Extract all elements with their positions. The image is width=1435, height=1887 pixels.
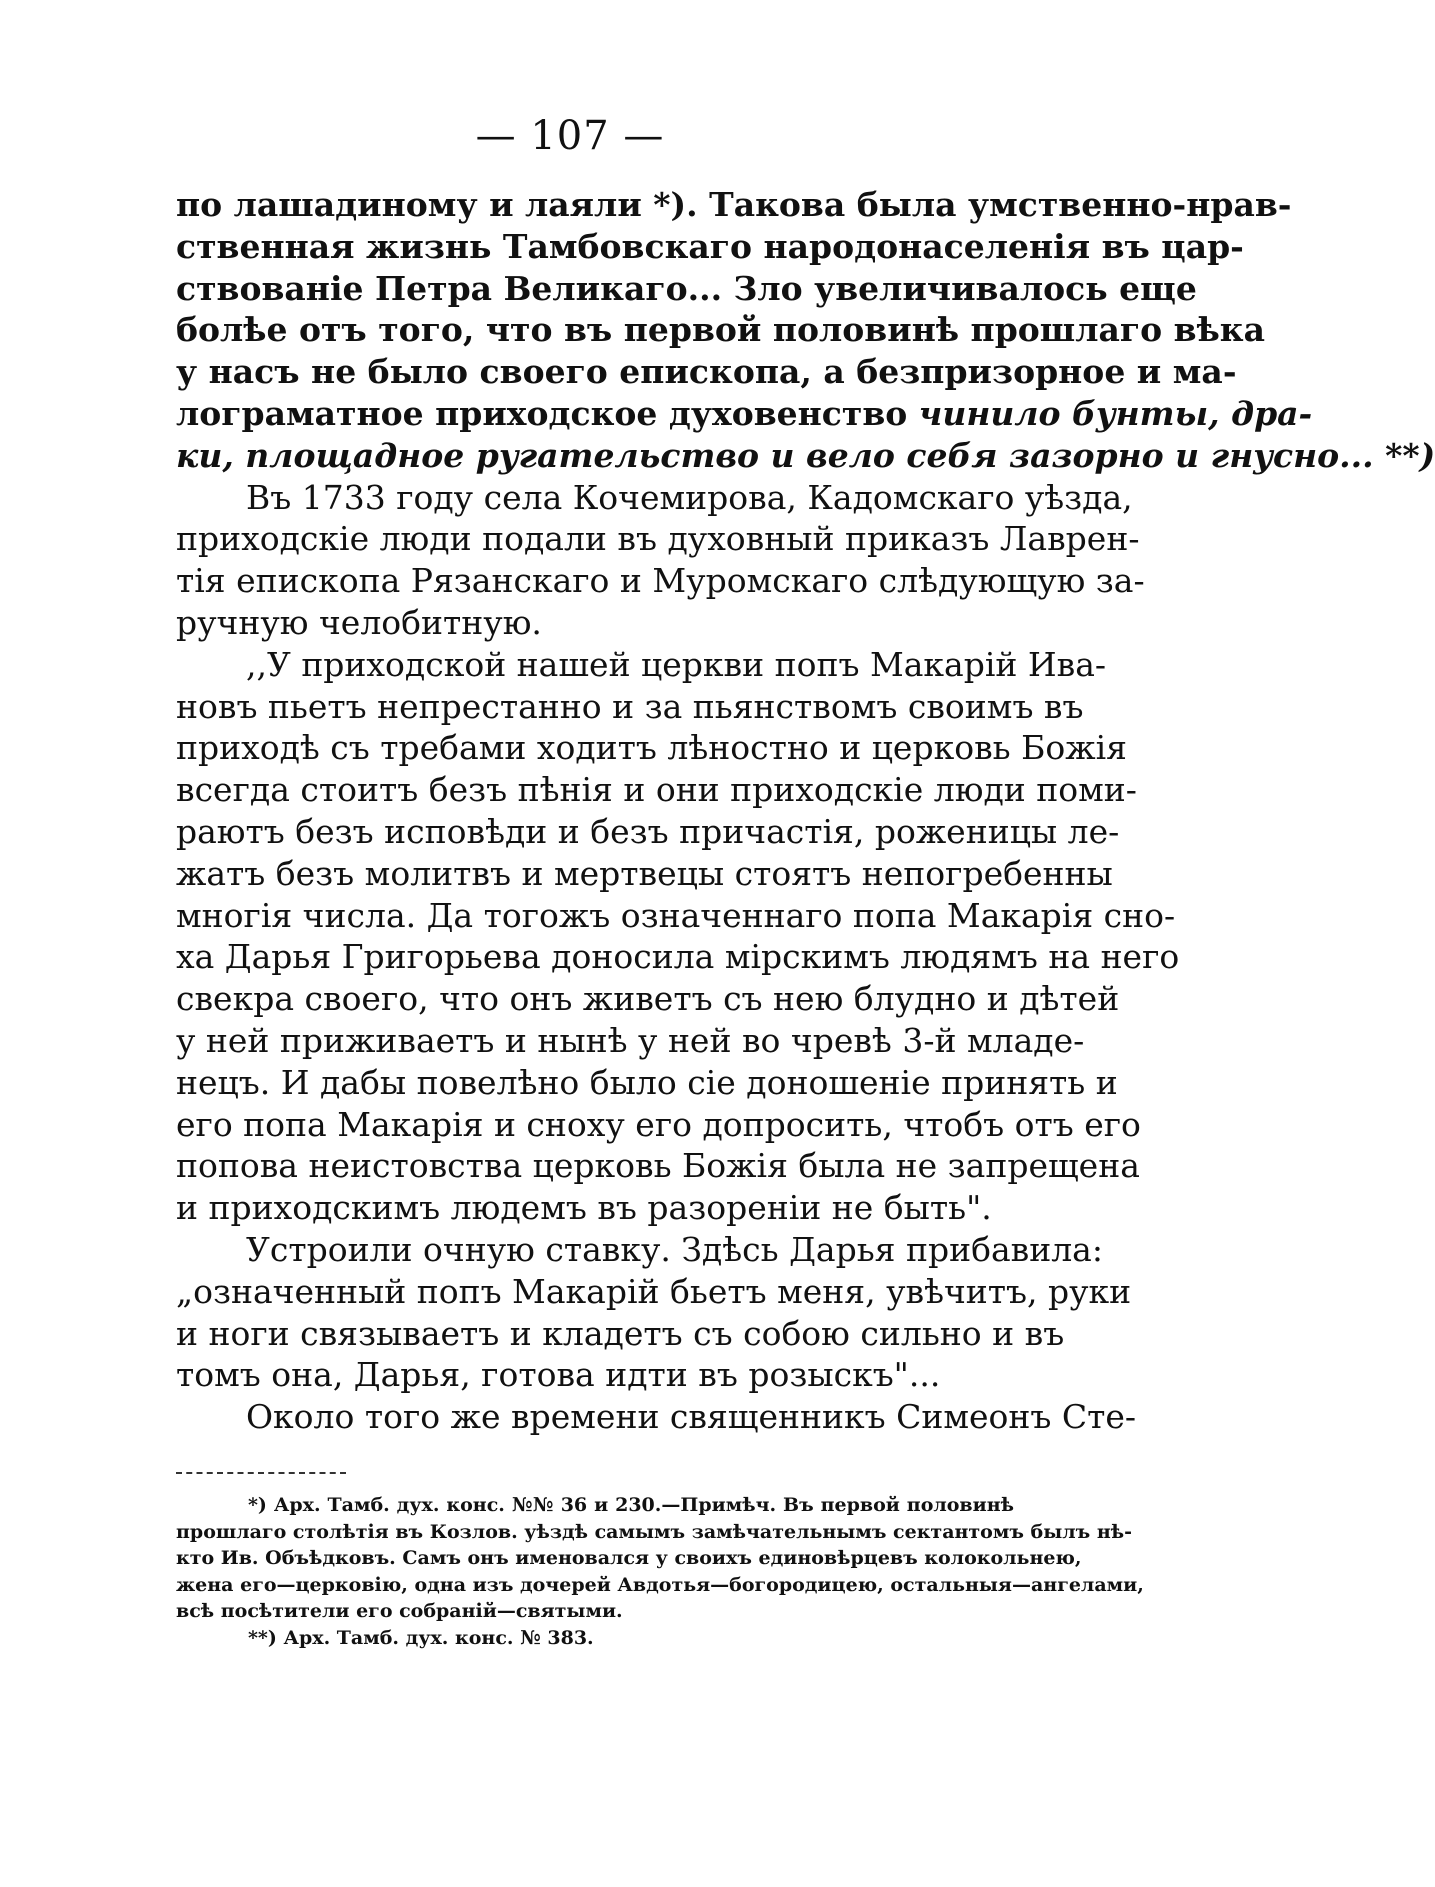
italic-fragment: чинило бунты, дра- [918, 393, 1313, 433]
text-line: приходѣ съ требами ходитъ лѣностно и церковь Божія [176, 728, 1127, 768]
text-line: томъ она, Дарья, готова идти въ розыскъ"... [176, 1355, 941, 1395]
text-line: и приходскимъ людемъ въ разореніи не быть". [176, 1188, 992, 1228]
text-line: жатъ безъ молитвъ и мертвецы стоятъ непогребенны [176, 853, 1113, 893]
text-line: ,,У приходской нашей церкви попъ Макарій Ива- [246, 644, 1107, 684]
text-line: раютъ безъ исповѣди и безъ причастія, роженицы ле- [176, 811, 1120, 851]
text-line: его попа Макарія и сноху его допросить, чтобъ отъ его [176, 1104, 1141, 1144]
text-line: болѣе отъ того, что въ первой половинѣ прошлаго вѣка [176, 310, 1265, 350]
text-line: попова неистовства церковь Божія была не запрещена [176, 1146, 1140, 1186]
text-line: ствованіе Петра Великаго... Зло увеличивалось еще [176, 268, 1197, 308]
text-line: многія числа. Да тогожъ означеннаго попа Макарія сно- [176, 895, 1176, 935]
text-line: по лашадиному и лаяли *). Такова была умственно-нрав- [176, 185, 1292, 224]
text-line: Устроили очную ставку. Здѣсь Дарья прибавила: [246, 1229, 1103, 1269]
footnote-line: прошлаго столѣтія въ Козлов. уѣздѣ самымъ замѣчательнымъ сектантомъ былъ нѣ- [176, 1520, 1133, 1543]
text-line: Около того же времени священникъ Симеонъ Сте- [246, 1397, 1137, 1437]
page-number: — 107 — [475, 113, 665, 159]
footnote-line: *) Арх. Тамб. дух. конс. №№ 36 и 230.—Примѣч. Въ первой половинѣ [248, 1494, 1014, 1516]
text-line: приходскіе люди подали въ духовный приказъ Лаврен- [176, 519, 1140, 559]
text-fragment: лограматное приходское духовенство [176, 393, 919, 433]
footnote-separator [176, 1472, 346, 1474]
footnote-line: жена его—церковію, одна изъ дочерей Авдотья—богородицею, остальныя—ангелами, [176, 1573, 1144, 1596]
footnote-line: кто Ив. Объѣдковъ. Самъ онъ именовался у своихъ единовѣрцевъ колокольнею, [176, 1547, 1082, 1569]
footnote-line: **) Арх. Тамб. дух. конс. № 383. [248, 1626, 594, 1649]
text-line: новъ пьетъ непрестанно и за пьянствомъ своимъ въ [176, 686, 1084, 726]
text-line: ственная жизнь Тамбовскаго народонаселенія въ цар- [176, 226, 1244, 266]
text-line: нецъ. И дабы повелѣно было сіе доношеніе принять и [176, 1062, 1118, 1102]
text-line: тія епископа Рязанскаго и Муромскаго слѣдующую за- [176, 561, 1145, 601]
text-line: свекра своего, что онъ живетъ съ нею блудно и дѣтей [176, 979, 1120, 1019]
text-line: и ноги связываетъ и кладетъ съ собою сильно и въ [176, 1313, 1065, 1353]
text-line-italic: ки, площадное ругательство и вело себя зазорно и гнусно... **) [176, 435, 1435, 475]
text-line: у ней приживаетъ и нынѣ у ней во чревѣ 3-й младе- [176, 1020, 1085, 1060]
text-line-with-italic [176, 393, 1313, 435]
footnote-line: всѣ посѣтители его собраній—святыми. [176, 1600, 623, 1622]
main-text [176, 184, 1435, 1438]
text-line: у насъ не было своего епископа, а безпризорное и ма- [176, 352, 1237, 392]
text-line: ручную челобитную. [176, 602, 542, 642]
text-line: „означенный попъ Макарій бьетъ меня, увѣчитъ, руки [176, 1271, 1132, 1311]
text-line: Въ 1733 году села Кочемирова, Кадомскаго уѣзда, [246, 477, 1133, 517]
text-line: ха Дарья Григорьева доносила мірскимъ людямъ на него [176, 937, 1180, 977]
text-line: всегда стоитъ безъ пѣнія и они приходскіе люди поми- [176, 770, 1137, 810]
footnotes [176, 1492, 1144, 1651]
